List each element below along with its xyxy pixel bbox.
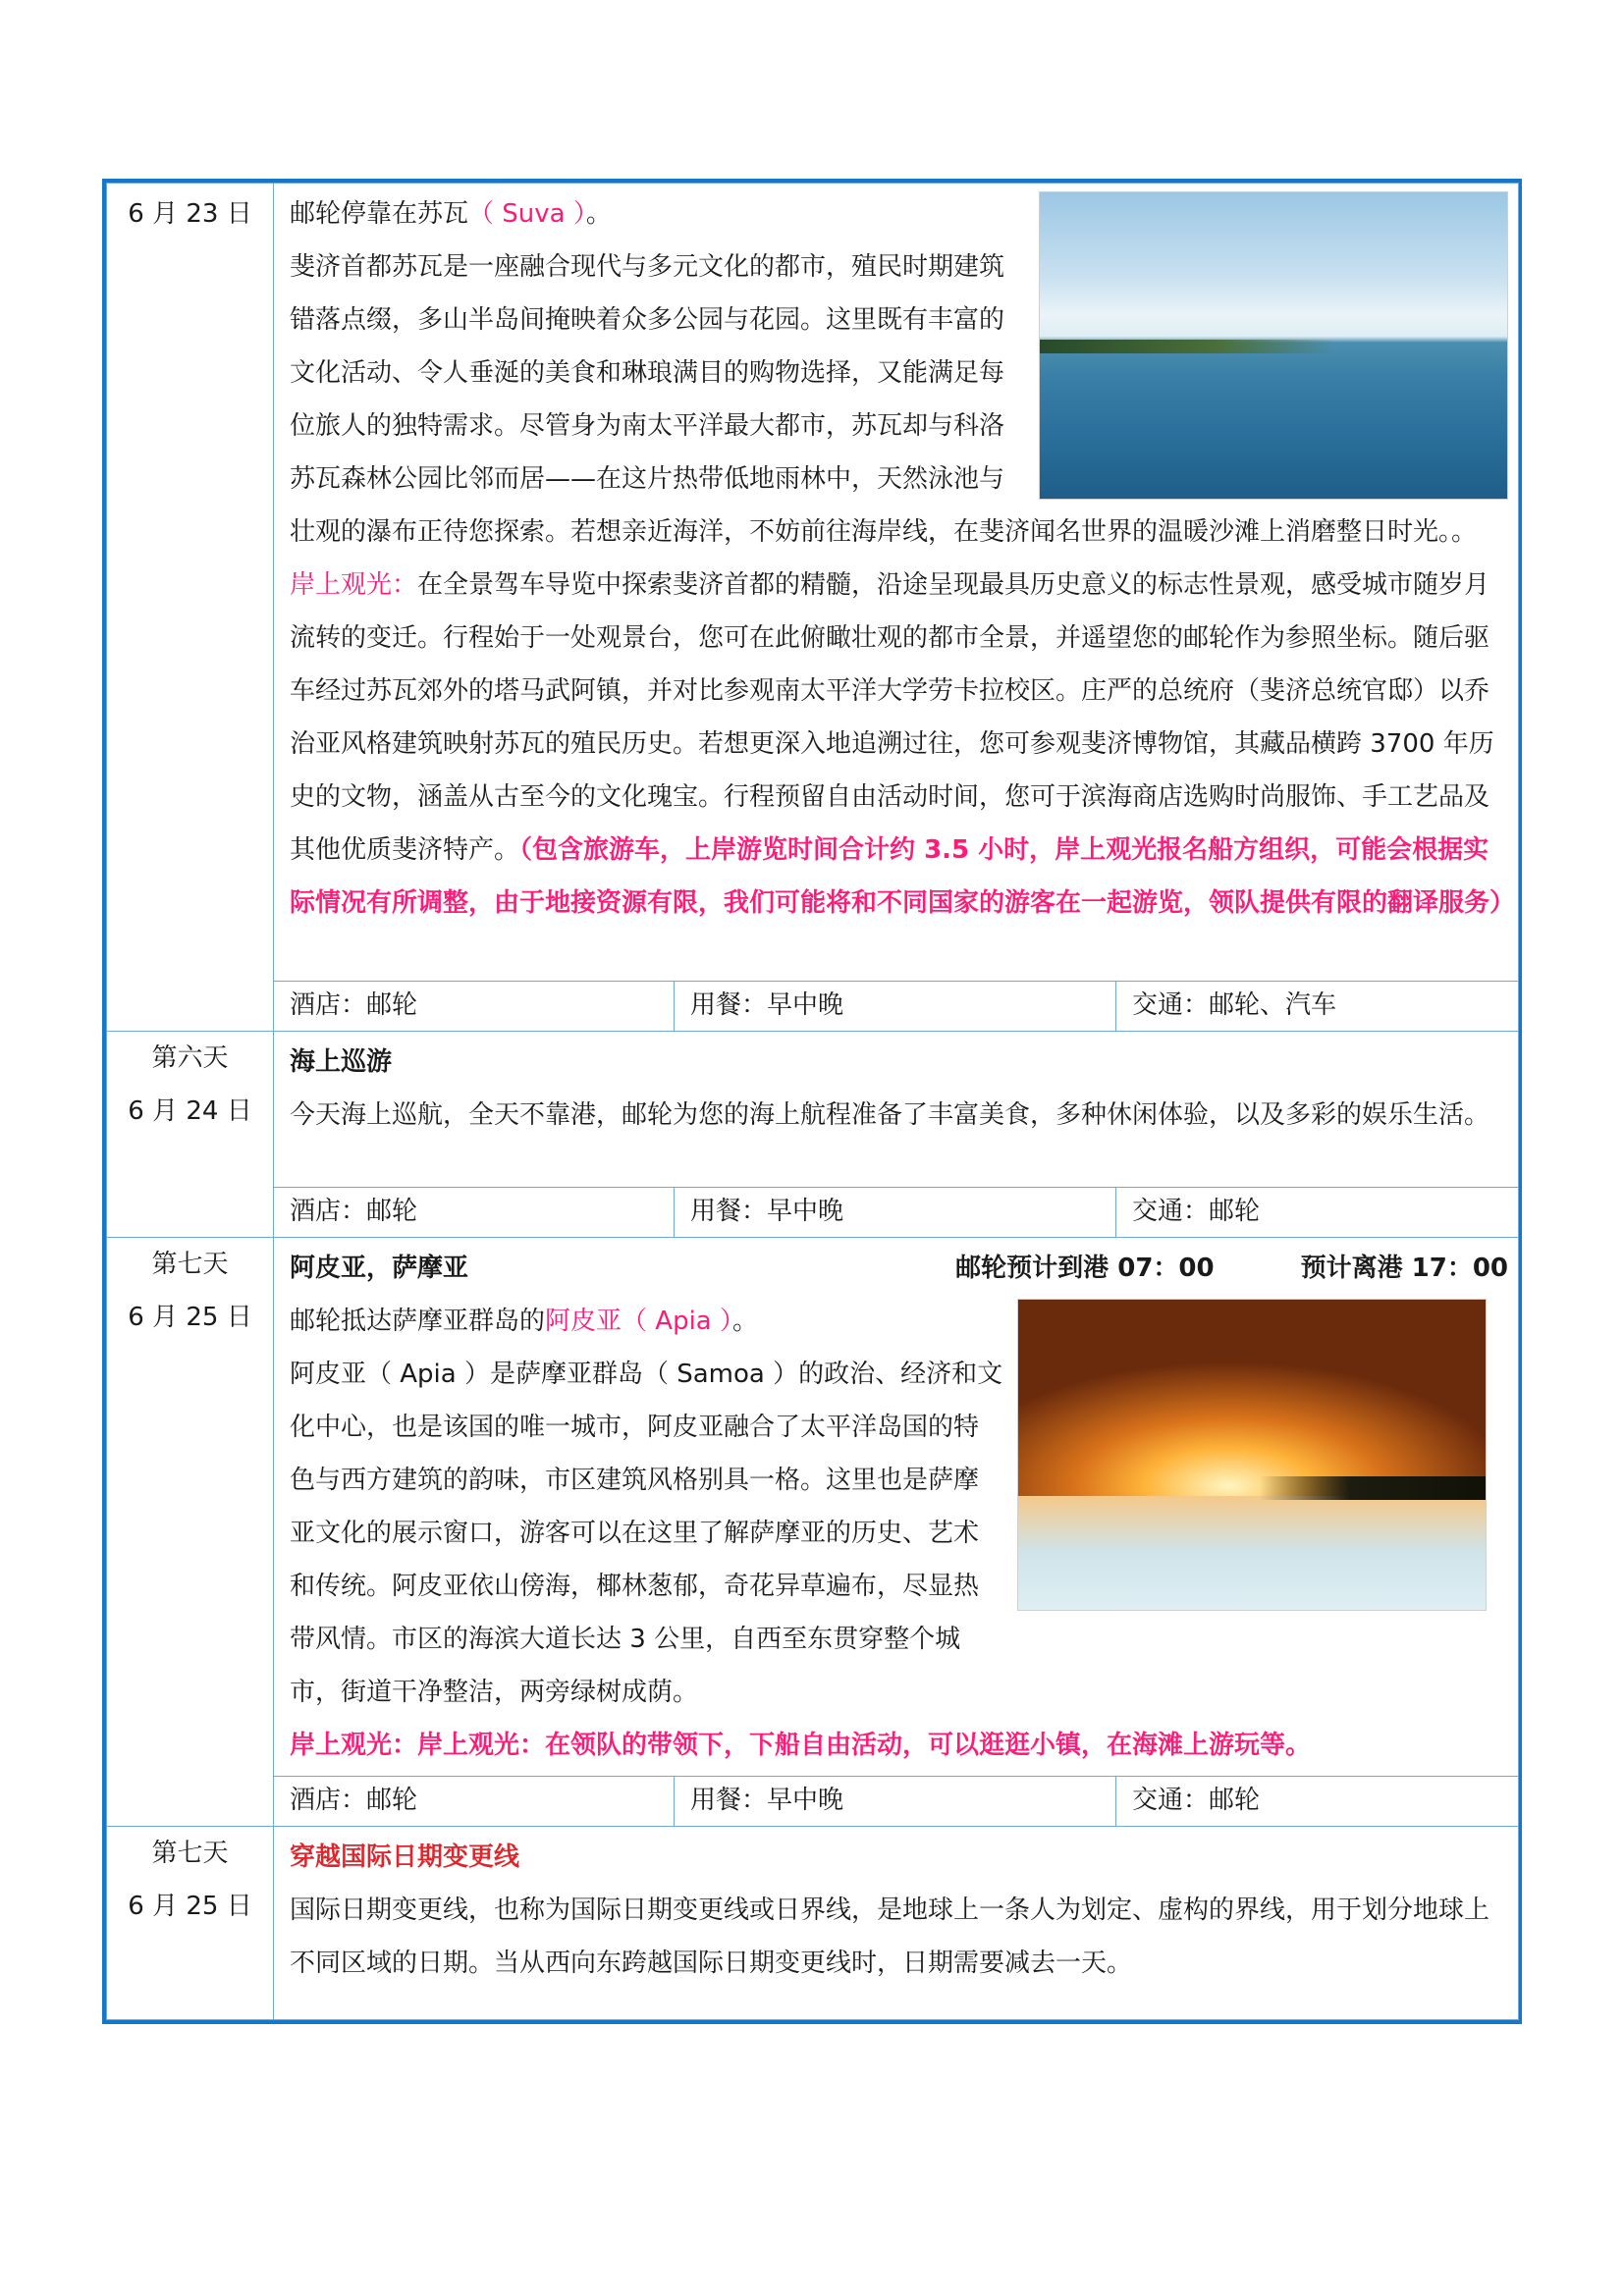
day-date: 6 月 25 日 (128, 1303, 252, 1332)
meals-cell: 用餐：早中晚 (675, 1777, 1116, 1827)
info-row (107, 1188, 1519, 1238)
transport-cell: 交通：邮轮 (1116, 1777, 1519, 1827)
hotel-cell: 酒店：邮轮 (274, 1188, 675, 1238)
hotel-cell: 酒店：邮轮 (274, 1777, 675, 1827)
day-description: 今天海上巡航，全天不靠港，邮轮为您的海上航程准备了丰富美食，多种休闲体验，以及多彩的娱乐生活。 (290, 1100, 1490, 1130)
day-content (274, 1827, 1519, 2020)
itinerary-frame (102, 179, 1522, 2024)
day-cell (107, 1032, 274, 1238)
day-number: 第六天 (151, 1043, 229, 1073)
port-description: 阿皮亚（ Apia ）是萨摩亚群岛（ Samoa ）的政治、经济和文化中心，也是该国的唯一城市，阿皮亚融合了太平洋岛国的特色与西方建筑的韵味，市区建筑风格别具一格。这里也是萨摩亚文化的展示窗口，游客可以在这里了解萨摩亚的历史、艺术和传统。阿皮亚依山傍海，椰林葱郁，奇花异草遍布，尽显热带风情。市区的海滨大道长达 3 公里，自西至东贯穿整个城市，街道干净整洁，两旁绿树成荫。 (290, 1360, 1003, 1707)
day-content (274, 1238, 1519, 1777)
meals-cell: 用餐：早中晚 (675, 1188, 1116, 1238)
excursion-paragraph (290, 559, 1516, 930)
day-number: 第七天 (151, 1839, 229, 1868)
info-row (107, 1777, 1519, 1827)
day-title: 海上巡游 (290, 1047, 393, 1077)
day-number: 第七天 (151, 1250, 229, 1279)
day-description: 国际日期变更线，也称为国际日期变更线或日界线，是地球上一条人为划定、虚构的界线，用于划分地球上不同区域的日期。当从西向东跨越国际日期变更线时，日期需要减去一天。 (290, 1896, 1490, 1978)
transport-cell: 交通：邮轮 (1116, 1188, 1519, 1238)
excursion-note: （包含旅游车，上岸游览时间合计约 3.5 小时，岸上观光报名船方组织，可能会根据实际情况有所调整，由于地接资源有限，我们可能将和不同国家的游客在一起游览，领队提供有限的翻译服务） (290, 835, 1516, 918)
excursion-label: 岸上观光： (290, 570, 418, 600)
port-intro: 邮轮抵达萨摩亚群岛的阿皮亚（ Apia ）。 (290, 1307, 759, 1336)
day-date: 6 月 23 日 (128, 199, 252, 229)
hotel-cell: 酒店：邮轮 (274, 982, 675, 1032)
suva-coast-photo (1039, 191, 1508, 500)
itinerary-table (106, 183, 1519, 2020)
day-title: 穿越国际日期变更线 (290, 1842, 520, 1872)
day-content (274, 184, 1519, 982)
day-title: 阿皮亚，萨摩亚 (290, 1254, 469, 1283)
excursion-paragraph: 岸上观光：岸上观光：在领队的带领下，下船自由活动，可以逛逛小镇，在海滩上游玩等。 (290, 1731, 1312, 1760)
port-intro: 邮轮停靠在苏瓦（ Suva ）。 (290, 199, 612, 229)
arrival-time: 邮轮预计到港 07：00 (955, 1254, 1215, 1283)
day-date: 6 月 24 日 (128, 1096, 252, 1126)
day-row-sea (107, 1032, 1519, 1188)
port-header (290, 1242, 1508, 1295)
meals-cell: 用餐：早中晚 (675, 982, 1116, 1032)
transport-cell: 交通：邮轮、汽车 (1116, 982, 1519, 1032)
apia-sunset-photo (1017, 1299, 1487, 1611)
day-cell (107, 1827, 274, 2020)
day-row-suva (107, 184, 1519, 982)
excursion-text: 在全景驾车导览中探索斐济首都的精髓，沿途呈现最具历史意义的标志性景观，感受城市随岁月流转的变迁。行程始于一处观景台，您可在此俯瞰壮观的都市全景，并遥望您的邮轮作为参照坐标。随后驱车经过苏瓦郊外的塔马武阿镇，并对比参观南太平洋大学劳卡拉校区。庄严的总统府（斐济总统官邸）以乔治亚风格建筑映射苏瓦的殖民历史。若想更深入地追溯过往，您可参观斐济博物馆，其藏品横跨 3700 年历史的文物，涵盖从古至今的文化瑰宝。行程预留自由活动时间，您可于滨海商店选购时尚服饰、手工艺品及其他优质斐济特产。 (290, 570, 1494, 865)
port-name: 阿皮亚（ Apia ） (545, 1307, 732, 1336)
day-row-apia (107, 1238, 1519, 1777)
port-name: （ Suva ） (468, 199, 586, 229)
port-description: 斐济首都苏瓦是一座融合现代与多元文化的都市，殖民时期建筑错落点缀，多山半岛间掩映着众多公园与花园。这里既有丰富的文化活动、令人垂涎的美食和琳琅满目的购物选择，又能满足每位旅人的独特需求。尽管身为南太平洋最大都市，苏瓦却与科洛苏瓦森林公园比邻而居——在这片热带低地雨林中，天然泳池与壮观的瀑布正待您探索。若想亲近海洋，不妨前往海岸线，在斐济闻名世界的温暖沙滩上消磨整日时光。。 (290, 252, 1478, 547)
day-cell (107, 1238, 274, 1827)
day-row-dateline (107, 1827, 1519, 2020)
day-cell (107, 184, 274, 1032)
departure-time: 预计离港 17：00 (1300, 1254, 1509, 1283)
day-content (274, 1032, 1519, 1188)
info-row (107, 982, 1519, 1032)
day-date: 6 月 25 日 (128, 1892, 252, 1921)
